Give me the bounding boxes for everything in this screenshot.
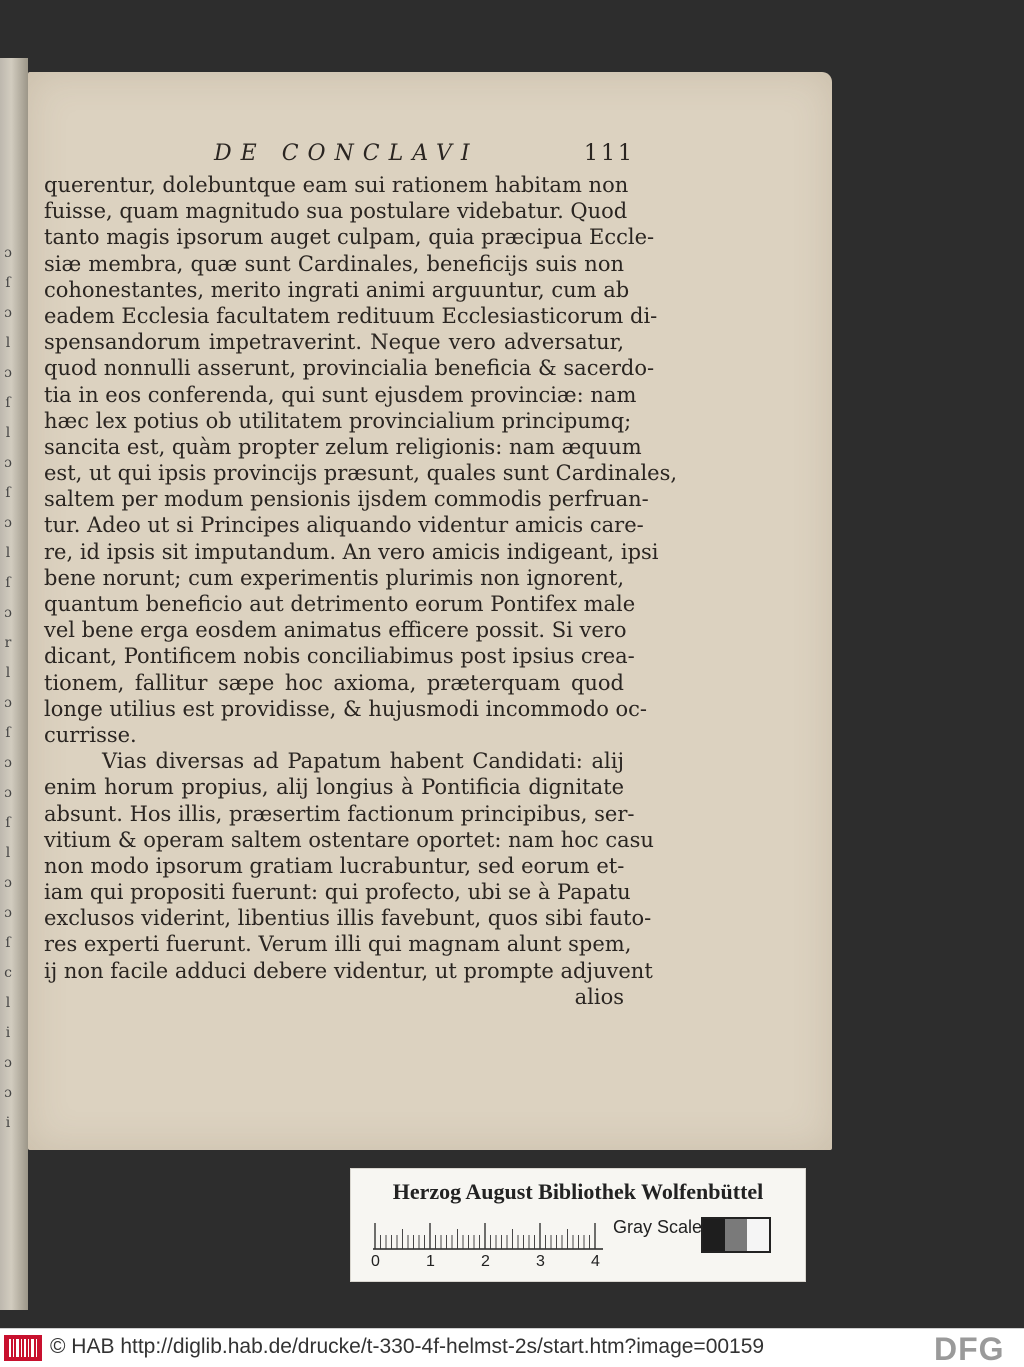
gray-patch <box>725 1219 747 1251</box>
text-line: querentur, dolebuntque eam sui rationem habitam non <box>44 173 629 197</box>
text-line: eadem Ecclesia facultatem redituum Ecclesiasticorum di- <box>44 303 658 328</box>
text-line: hæc lex potius ob utilitatem provincialium principumq; <box>44 408 632 433</box>
text-line: bene norunt; cum experimentis plurimis non ignorent, <box>44 565 624 590</box>
card-title: Herzog August Bibliothek Wolfenbüttel <box>392 1179 764 1204</box>
text-line: spensandorum impetraverint. Neque vero adversatur, <box>44 330 624 355</box>
ruler-number: 0 <box>371 1253 380 1270</box>
text-line: currisse. <box>44 722 137 747</box>
text-line: vel bene erga eosdem animatus efficere possit. Si vero <box>44 618 627 643</box>
text-line: sancita est, quàm propter zelum religionis: nam æquum <box>44 434 642 459</box>
gray-scale-patches <box>701 1217 771 1253</box>
ruler-numbers <box>351 1253 611 1275</box>
barcode-icon <box>4 1335 42 1361</box>
ruler-number: 1 <box>426 1253 435 1270</box>
gray-scale-label: Gray Scale <box>613 1217 703 1237</box>
adjacent-page-marks: ɔ ſ ɔ l ɔ ſ l ɔ ſ ɔ l ſ ɔ r l ɔ ſ ɔ ɔ ſ l ɔ ɔ ſ c l i ɔ ɔ i <box>4 245 12 1131</box>
ruler <box>373 1211 603 1251</box>
text-line: dicant, Pontificem nobis conciliabimus post ipsius crea- <box>44 644 635 669</box>
text-line: tia in eos conferenda, qui sunt ejusdem provinciæ: nam <box>44 382 637 407</box>
text-line: fuisse, quam magnitudo sua postulare videbatur. Quod <box>44 199 628 224</box>
text-line: siæ membra, quæ sunt Cardinales, beneficijs suis non <box>44 251 624 276</box>
dfg-logo <box>932 1331 1020 1365</box>
page-text <box>44 172 678 1010</box>
running-head <box>0 141 1024 171</box>
ruler-number: 3 <box>536 1253 545 1270</box>
copyright-link[interactable]: © HAB http://diglib.hab.de/drucke/t-330-4f-helmst-2s/start.htm?image=00159 <box>50 1335 765 1358</box>
page-header-title: DE CONCLAVI <box>214 141 479 166</box>
gray-patch <box>747 1219 769 1251</box>
color-reference-card <box>350 1168 806 1282</box>
text-line: saltem per modum pensionis ijsdem commodis perfruan- <box>44 487 649 512</box>
text-line: vitium & operam saltem ostentare oportet: nam hoc casu <box>44 827 654 852</box>
page-number: 111 <box>584 141 635 166</box>
dfg-logo-text: DFG <box>934 1331 1005 1365</box>
text-line: alios <box>574 984 624 1009</box>
text-line: longe utilius est providisse, & hujusmodi incommodo oc- <box>44 696 648 721</box>
text-line: tanto magis ipsorum auget culpam, quia præcipua Eccle- <box>44 225 655 250</box>
text-line: quantum beneficio aut detrimento eorum Pontifex male <box>44 592 636 616</box>
text-line: est, ut qui ipsis provincijs præsunt, quales sunt Cardinales, <box>44 461 678 486</box>
text-line: quod nonnulli asserunt, provincialia beneficia & sacerdo- <box>44 356 655 381</box>
text-line: absunt. Hos illis, præsertim factionum principibus, ser- <box>44 801 635 826</box>
text-line: iam qui propositi fuerunt: qui profecto, ubi se à Papatu <box>44 880 631 905</box>
text-line: exclusos viderint, libentius illis favebunt, quos sibi fauto- <box>44 906 652 931</box>
text-line: res experti fuerunt. Verum illi qui magnam alunt spem, <box>44 932 632 957</box>
ruler-number: 2 <box>481 1253 490 1270</box>
text-line: re, id ipsis sit imputandum. An vero amicis indigeant, ipsi <box>44 539 659 564</box>
text-line: enim horum propius, alij longius à Pontificia dignitate <box>44 775 624 800</box>
text-line: non modo ipsorum gratiam lucrabuntur, sed eorum et- <box>44 853 625 878</box>
text-line: tionem, fallitur sæpe hoc axioma, præterquam quod <box>44 670 624 695</box>
footer-bar <box>0 1328 1024 1367</box>
text-line: cohonestantes, merito ingrati animi arguuntur, cum ab <box>44 277 630 302</box>
text-line: Vias diversas ad Papatum habent Candidati: alij <box>102 749 624 774</box>
ruler-number: 4 <box>591 1253 600 1270</box>
adjacent-page-edge <box>0 58 28 1310</box>
gray-patch <box>703 1219 725 1251</box>
text-line: ij non facile adduci debere videntur, ut prompte adjuvent <box>44 958 653 983</box>
text-line: tur. Adeo ut si Principes aliquando videntur amicis care- <box>44 513 644 538</box>
